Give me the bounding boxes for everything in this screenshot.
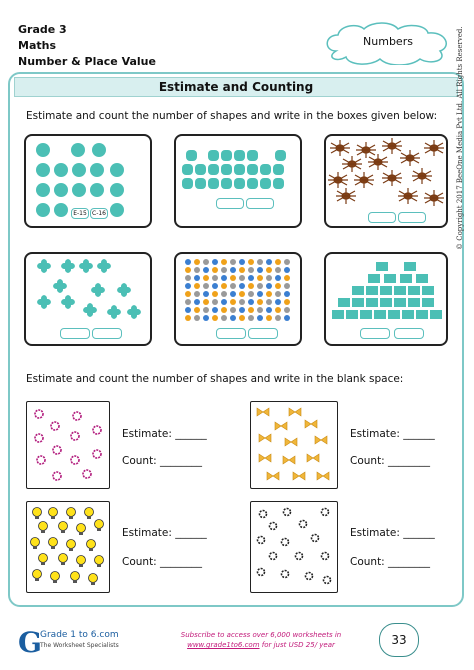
dot-shape — [239, 315, 245, 321]
shape-box-spiders — [324, 134, 448, 228]
bulb-icon — [85, 508, 94, 520]
dot-shape — [194, 283, 200, 289]
count-label: Count: ________ — [122, 556, 203, 568]
rectangle-shape — [352, 286, 364, 295]
dot-shape — [230, 307, 236, 313]
count-answer-box[interactable] — [92, 328, 122, 339]
bulb-icon — [59, 554, 68, 566]
dot-shape — [239, 299, 245, 305]
dot-shape — [203, 283, 209, 289]
dot-shape — [239, 259, 245, 265]
dot-shape — [239, 307, 245, 313]
rectangle-shape — [394, 298, 406, 307]
dot-shape — [194, 315, 200, 321]
dot-shape — [275, 283, 281, 289]
dot-shape — [257, 259, 263, 265]
dot-shape — [257, 299, 263, 305]
dot-shape — [212, 275, 218, 281]
estimate-label: Estimate: ______ — [350, 428, 435, 440]
dot-shape — [284, 299, 290, 305]
dot-shape — [230, 315, 236, 321]
rectangle-shape — [422, 286, 434, 295]
worksheet-title: Estimate and Counting — [14, 77, 458, 97]
rectangle-shape — [352, 298, 364, 307]
estimate-answer-box[interactable] — [368, 212, 396, 223]
rectangle-shape — [404, 262, 416, 271]
pink-stars-group — [27, 402, 109, 488]
bulb-icon — [39, 554, 48, 566]
subscribe-link[interactable]: www.grade1to6.com — [187, 641, 260, 649]
rectangle-shape — [376, 262, 388, 271]
shape-box-pink-stars — [26, 401, 110, 489]
dot-shape — [212, 259, 218, 265]
rectangle-shape — [384, 274, 396, 283]
dot-shape — [212, 283, 218, 289]
dot-shape — [266, 315, 272, 321]
estimate-label: Estimate: ______ — [350, 527, 435, 539]
rectangle-shape — [394, 286, 406, 295]
dot-shape — [239, 291, 245, 297]
count-label: Count: ________ — [350, 556, 431, 568]
dot-shape — [221, 283, 227, 289]
dot-shape — [230, 259, 236, 265]
instruction-bottom: Estimate and count the number of shapes and write in the blank space: — [26, 373, 404, 385]
dot-shape — [185, 291, 191, 297]
dot-shape — [248, 315, 254, 321]
dot-shape — [203, 259, 209, 265]
dot-shape — [194, 267, 200, 273]
estimate-label: Estimate: ______ — [122, 527, 207, 539]
shape-box-bows — [250, 401, 338, 489]
dot-shape — [185, 307, 191, 313]
dot-shape — [212, 307, 218, 313]
dot-shape — [275, 307, 281, 313]
bulbs-group — [27, 502, 109, 592]
dot-shape — [212, 315, 218, 321]
bulb-icon — [87, 540, 96, 552]
dot-shape — [275, 291, 281, 297]
dot-shape — [275, 275, 281, 281]
dot-shape — [257, 291, 263, 297]
dot-shape — [266, 259, 272, 265]
dot-shape — [284, 291, 290, 297]
estimate-answer-box[interactable] — [216, 198, 244, 209]
rectangle-shape — [332, 310, 344, 319]
dot-shape — [248, 259, 254, 265]
dot-shape — [221, 291, 227, 297]
dot-shape — [185, 299, 191, 305]
bulb-icon — [89, 574, 98, 586]
dot-shape — [194, 307, 200, 313]
shape-box-rounded-squares — [174, 134, 302, 228]
rectangle-shape — [338, 298, 350, 307]
rounded-squares-group — [176, 136, 300, 226]
dot-shape — [230, 299, 236, 305]
dot-shape — [194, 291, 200, 297]
shape-box-flowers — [24, 252, 152, 346]
dot-shape — [257, 307, 263, 313]
shape-box-rectangles — [324, 252, 448, 346]
dot-shape — [221, 315, 227, 321]
dot-shape — [284, 307, 290, 313]
bulb-icon — [77, 556, 86, 568]
dot-shape — [248, 291, 254, 297]
count-label: Count: ________ — [122, 455, 203, 467]
dot-shape — [221, 307, 227, 313]
dot-shape — [266, 299, 272, 305]
dot-shape — [185, 259, 191, 265]
count-answer-box[interactable] — [246, 198, 274, 209]
copyright-notice: © Copyright 2017 BeeOne Media Pvt Ltd. All Rights Reserved. — [456, 26, 464, 250]
dot-shape — [185, 267, 191, 273]
rectangle-shape — [416, 274, 428, 283]
dot-shape — [221, 275, 227, 281]
dot-shape — [248, 267, 254, 273]
estimate-answer-box: E-15 — [71, 208, 89, 219]
footer — [8, 618, 466, 662]
topic-label: Number & Place Value — [18, 55, 156, 68]
logo-text: Grade 1 to 6.com — [40, 630, 119, 640]
subject-label: Maths — [18, 39, 57, 52]
dot-shape — [194, 299, 200, 305]
estimate-label: Estimate: ______ — [122, 428, 207, 440]
dot-shape — [212, 291, 218, 297]
dot-shape — [194, 275, 200, 281]
dot-shape — [284, 267, 290, 273]
dot-shape — [203, 267, 209, 273]
dot-shape — [221, 299, 227, 305]
dot-shape — [257, 267, 263, 273]
subscribe-line-1: Subscribe to access over 6,000 worksheets in — [180, 631, 342, 639]
estimate-answer-box[interactable] — [216, 328, 246, 339]
bows-group — [251, 402, 337, 488]
shape-box-dots — [174, 252, 302, 346]
rectangle-shape — [400, 274, 412, 283]
rectangle-shape — [366, 286, 378, 295]
bulb-icon — [51, 572, 60, 584]
dot-shape — [230, 275, 236, 281]
dot-shape — [257, 275, 263, 281]
dot-shape — [239, 283, 245, 289]
dot-shape — [203, 299, 209, 305]
estimate-answer-box[interactable] — [360, 328, 390, 339]
worksheet-header — [18, 22, 156, 70]
rectangle-shape — [388, 310, 400, 319]
rectangle-shape — [422, 298, 434, 307]
dot-shape — [275, 267, 281, 273]
dot-shape — [203, 291, 209, 297]
subscribe-text — [161, 630, 361, 650]
dot-shape — [284, 283, 290, 289]
dot-shape — [248, 299, 254, 305]
rectangle-shape — [380, 298, 392, 307]
count-label: Count: ________ — [350, 455, 431, 467]
rectangle-shape — [408, 298, 420, 307]
dot-shape — [275, 259, 281, 265]
dot-shape — [230, 291, 236, 297]
bulb-icon — [39, 522, 48, 534]
bulb-icon — [95, 556, 104, 568]
dot-shape — [266, 275, 272, 281]
bulb-icon — [33, 508, 42, 520]
bulb-icon — [49, 508, 58, 520]
dot-shape — [221, 267, 227, 273]
dot-shape — [203, 275, 209, 281]
dot-shape — [284, 315, 290, 321]
rectangle-shape — [380, 286, 392, 295]
dot-shape — [203, 307, 209, 313]
bulb-icon — [95, 520, 104, 532]
bulb-icon — [59, 522, 68, 534]
dot-shape — [284, 275, 290, 281]
dot-shape — [248, 275, 254, 281]
subscribe-line-2: for just USD 25/ year — [261, 641, 335, 649]
dot-shape — [239, 267, 245, 273]
dot-shape — [275, 315, 281, 321]
dot-shape — [275, 299, 281, 305]
gears-group — [251, 502, 337, 592]
shape-box-gears — [250, 501, 338, 593]
count-answer-box[interactable] — [398, 212, 426, 223]
tag-label: Numbers — [363, 35, 413, 48]
dot-shape — [185, 315, 191, 321]
bulb-icon — [49, 538, 58, 550]
rectangle-shape — [416, 310, 428, 319]
dot-shape — [266, 267, 272, 273]
rectangle-shape — [368, 274, 380, 283]
bulb-icon — [31, 538, 40, 550]
rectangle-shape — [346, 310, 358, 319]
bulb-icon — [71, 572, 80, 584]
dot-shape — [212, 299, 218, 305]
count-answer-box[interactable] — [394, 328, 424, 339]
bulb-icon — [67, 508, 76, 520]
topic-cloud — [322, 21, 454, 65]
rectangle-shape — [360, 310, 372, 319]
estimate-answer-box[interactable] — [60, 328, 90, 339]
dot-shape — [185, 283, 191, 289]
dot-shape — [284, 259, 290, 265]
dot-shape — [266, 283, 272, 289]
dot-shape — [257, 315, 263, 321]
dot-shape — [194, 259, 200, 265]
dot-shape — [230, 267, 236, 273]
logo-subtext: The Worksheet Specialists — [40, 642, 119, 649]
dot-shape — [212, 267, 218, 273]
dot-shape — [257, 283, 263, 289]
grade-label: Grade 3 — [18, 23, 67, 36]
dot-shape — [185, 275, 191, 281]
count-answer-box: C-16 — [92, 210, 106, 217]
rectangle-shape — [408, 286, 420, 295]
rectangle-shape — [374, 310, 386, 319]
bulb-icon — [67, 540, 76, 552]
count-answer-box[interactable] — [248, 328, 278, 339]
dot-shape — [266, 307, 272, 313]
rectangle-shape — [402, 310, 414, 319]
instruction-top: Estimate and count the number of shapes and write in the boxes given below: — [26, 110, 438, 122]
bulb-icon — [33, 570, 42, 582]
dot-shape — [230, 283, 236, 289]
dot-shape — [239, 275, 245, 281]
dot-shape — [221, 259, 227, 265]
dot-shape — [248, 307, 254, 313]
dot-shape — [248, 283, 254, 289]
page-number: 33 — [379, 623, 419, 657]
dot-shape — [203, 315, 209, 321]
bulb-icon — [77, 524, 86, 536]
rectangle-shape — [366, 298, 378, 307]
shape-box-bulbs — [26, 501, 110, 593]
logo-g-icon: G — [18, 626, 42, 659]
dot-shape — [266, 291, 272, 297]
shape-box-circles — [24, 134, 152, 228]
rectangle-shape — [430, 310, 442, 319]
